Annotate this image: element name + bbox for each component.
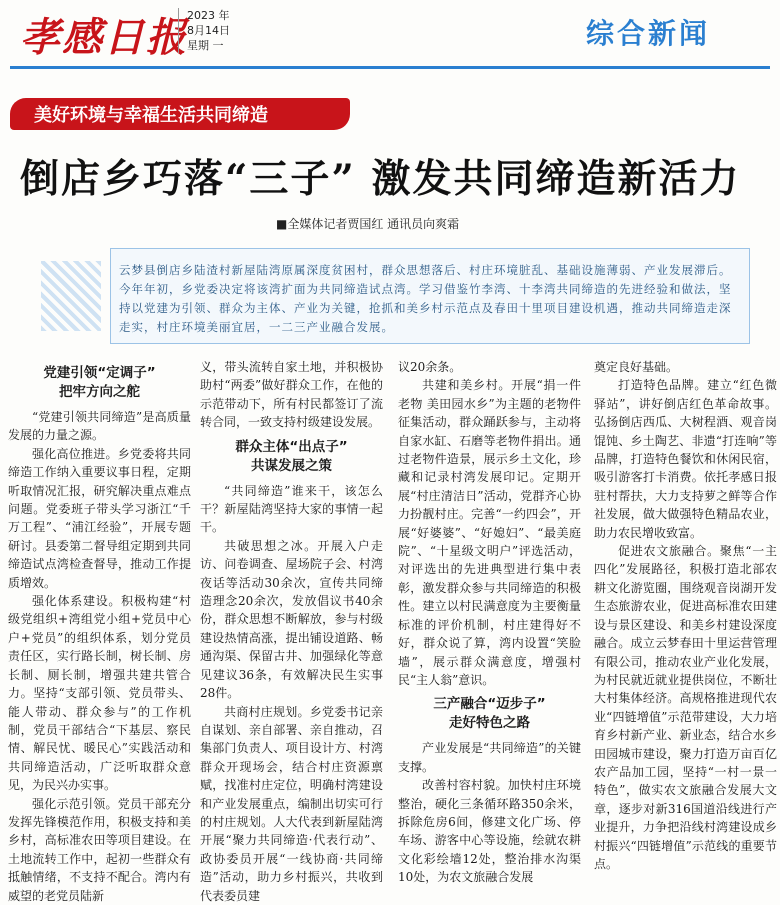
paragraph: “党建引领共同缔造”是高质量发展的力量之源。 [8,410,191,443]
subheading-line: 把牢方向之舵 [59,384,140,400]
article-headline: 倒店乡巧落“三子” 激发共同缔造新活力 [20,156,741,202]
subheading-industry-integration [398,695,581,733]
paragraph: 打造特色品牌。建立“红色微驿站”，讲好倒店红色革命故事。弘扬倒店西瓜、大树程酒、观音岗馄饨、乡土陶艺、非遗“打连响”等品牌，打造特色餐饮和休闲民宿，吸引游客打卡消费。依托孝感日报驻村帮扶，大力支持萝之鲜等合作社发展，做大做强特色精品农业，助力农民增收致富。 [594,378,777,540]
paragraph: 强化高位推进。乡党委将共同缔造工作纳入重要议事日程，定期听取情况汇报，研究解决重点难点问题。党委班子带头学习浙江“千万工程”、“浦江经验”，开展专题研讨。县委第二督导组定期到共同缔造试点湾检查督导，推动工作提质增效。 [8,446,191,590]
subheading-public-participation [200,438,383,476]
date-weekday: 星期 一 [187,39,224,52]
date-year: 2023 年 [187,9,230,22]
paragraph: 强化示范引领。党员干部充分发挥先锋模范作用，积极支持和美乡村，高标准农田等项目建设。在土地流转工作中，起初一些群众有抵触情绪，不支持不配合。湾内有威望的老党员陆新 [8,796,191,903]
paragraph: 议20余条。 [398,360,462,374]
subheading-line: 党建引领“定调子” [43,365,156,381]
header-divider [10,66,770,69]
paragraph: “共同缔造”谁来干，该怎么干？新屋陆湾坚持大家的事情一起干。 [200,483,383,535]
issue-date [178,8,230,53]
intro-box [110,248,750,344]
masthead [0,0,780,66]
paragraph: 共商村庄规划。乡党委书记亲自谋划、亲自部署、亲自推动，召集部门负责人、项目设计方、村湾群众开现场会，结合村庄资源禀赋，找准村庄定位，明确村湾建设和产业发展重点，编制出切实可行的村庄规划。人大代表到新屋陆湾开展“聚力共同缔造·代表行动”、政协委员开展“一线协商·共同缔造”活动，助力乡村振兴，共收到代表委员建 [200,704,383,903]
paragraph: 改善村容村貌。加快村庄环境整治，硬化三条循环路350余米，拆除危房6间，修建文化广场、停车场、游客中心等设施，绘就农耕文化彩绘墙12处，整治排水沟渠10处，为农文旅融合发展 [398,778,581,885]
column-3 [398,358,581,885]
column-4 [594,358,777,871]
subheading-line: 群众主体“出点子” [235,438,348,455]
column-1 [8,358,191,903]
topic-banner: 美好环境与幸福生活共同缔造 [10,98,350,130]
subheading-line: 走好特色之路 [449,715,530,732]
subheading-line: 共谋发展之策 [251,457,332,474]
paragraph: 共破思想之冰。开展入户走访、问卷调查、屋场院子会、村湾夜话等活动30余次，宣传共同缔造理念20余次，发放倡议书40余份，群众思想不断解放，参与村级建设热情高涨，提出铺设道路、畅通沟渠、保留古井、加强绿化等意见建议36条，有效解决民生实事28件。 [200,538,383,701]
subheading-party-leadership [8,364,191,402]
paragraph: 义，带头流转自家土地，并积极协助村“两委”做好群众工作，在他的示范带动下，所有村民都签订了流转合同，一致支持村级建设发展。 [200,360,383,430]
paragraph: 奠定良好基础。 [594,360,679,374]
column-2 [200,358,383,903]
article-body [0,358,780,903]
subheading-line: 三产融合“迈步子” [433,696,546,713]
paragraph: 产业发展是“共同缔造”的关键支撑。 [398,741,581,774]
paragraph: 共建和美乡村。开展“捐一件老物 美田园水乡”为主题的老物件征集活动，群众踊跃参与，主动将自家水缸、石磨等老物件捐出。通过老物件造景，展示乡土文化，珍藏和记录村湾发展印记。定期开展“村庄清洁日”活动，党群齐心协力扮靓村庄。完善“一约四会”，开展“好婆婆”、“好媳妇”、“最美庭院”、“十星级文明户”评选活动，对评选出的先进典型进行集中表彰，激发群众参与共同缔造的积极性。建立以村民满意度为主要衡量标准的评价机制，村庄建得好不好，群众说了算，湾内设置“笑脸墙”，展示群众满意度，增强村民“主人翁”意识。 [398,378,581,687]
paragraph: 强化体系建设。积极构建“村级党组织+湾组党小组+党员中心户+党员”的组织体系，划分党员责任区，实行路长制，树长制、房长制、厕长制，增强共建共管合力。坚持“支部引领、党员带头、能人带动、群众参与”的工作机制，党员干部结合“下基层、察民情、解民忧、暖民心”实践活动和共同缔造活动，广泛听取群众意见，为民兴办实事。 [8,594,191,793]
intro-text: 云梦县倒店乡陆渣村新屋陆湾原属深度贫困村，群众思想落后、村庄环境脏乱、基础设施薄弱、产业发展滞后。今年年初，乡党委决定将该湾扩面为共同缔造试点湾。学习借鉴竹李湾、十李湾共同缔造的先进经验和做法，坚持以党建为引领、群众为主体、产业为关键，抢抓和美乡村示范点及春田十里项目建设机遇，推动共同缔造走深走实，村庄环境美丽宜居，一二三产业融合发展。 [119,263,732,334]
article-byline: ■全媒体记者贾国红 通讯员向爽霜 [276,217,460,231]
section-title: 综合新闻 [585,17,710,50]
date-day: 8月14日 [187,24,230,37]
newspaper-logo: 孝感日报 [20,14,188,61]
paragraph: 促进农文旅融合。聚焦“一主四化”发展路径，积极打造北部农耕文化游览圈，围绕观音岗湖开发生态旅游农业，促进高标准农田建设与景区建设、和美乡村建设深度融合。成立云梦春田十里运营管理有限公司，推动农业产业化发展，为村民就近就业提供岗位，不断壮大村集体经济。高规格推进现代农业“四链增值”示范带建设，大力培育乡村新产业、新业态，结合水乡田园城市建设，聚力打造万亩百亿农产品加工园，坚持“一村一景一特色”，做实农文旅融合发展大文章，逐步对新316国道沿线进行产业提升，力争把沿线村湾建设成乡村振兴“四链增值”示范线的重要节点。 [594,544,777,871]
